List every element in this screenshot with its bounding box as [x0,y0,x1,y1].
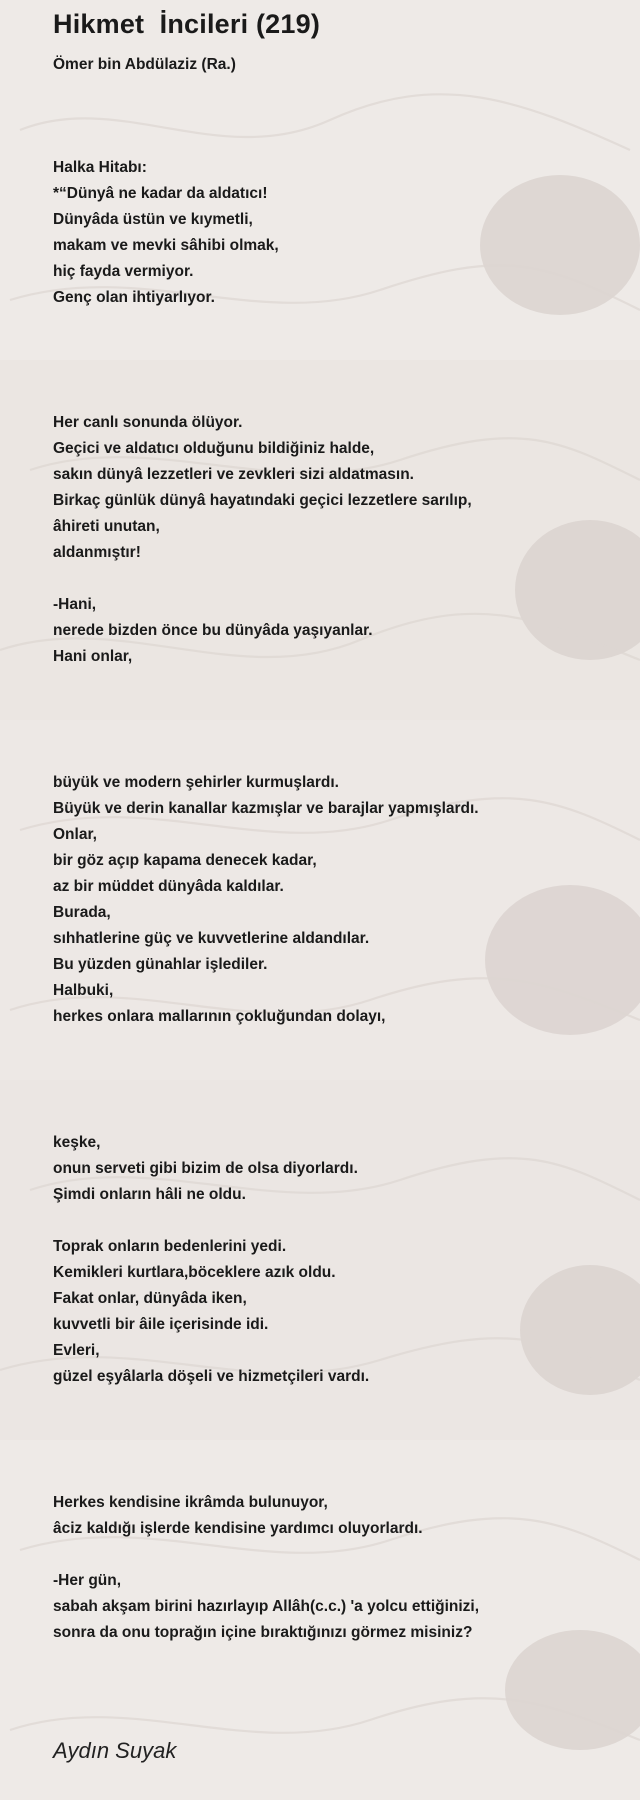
poem-line: Halbuki, [53,982,114,999]
poem-line: sonra da onu toprağın içine bıraktığınızı görmez misiniz? [53,1624,473,1641]
poem-line: -Hani, [53,596,97,613]
poem-line: kuvvetli bir âile içerisinde idi. [53,1316,269,1333]
stanza [53,410,472,670]
stanza [53,1130,369,1390]
poem-line: Onlar, [53,826,97,843]
poem-line [53,566,472,592]
poem-line: âciz kaldığı işlerde kendisine yardımcı oluyorlardı. [53,1520,423,1537]
poem-line: Genç olan ihtiyarlıyor. [53,289,215,306]
poem-line: Kemikleri kurtlara,böceklere azık oldu. [53,1264,336,1281]
poem-line: Toprak onların bedenlerini yedi. [53,1238,287,1255]
poem-line [53,1542,479,1568]
poem-line: nerede bizden önce bu dünyâda yaşıyanlar. [53,622,373,639]
poem-line: bir göz açıp kapama denecek kadar, [53,852,317,869]
poem-line: keşke, [53,1134,101,1151]
poem-line: herkes onlara mallarının çokluğundan dolayı, [53,1008,386,1025]
poem-line: Herkes kendisine ikrâmda bulunuyor, [53,1494,328,1511]
poem-title: Hikmet İncileri (219) [53,9,321,39]
poem-line: makam ve mevki sâhibi olmak, [53,237,279,254]
poem-line: büyük ve modern şehirler kurmuşlardı. [53,774,339,791]
poem-line [53,1208,369,1234]
poem-line: âhireti unutan, [53,518,160,535]
stanza [53,770,479,1030]
poem-line: aldanmıştır! [53,544,141,561]
poem-line: Halka Hitabı: [53,159,147,176]
author-signature: Aydın Suyak [53,1738,177,1763]
poem-line: Her canlı sonunda ölüyor. [53,414,243,431]
poem-line: -Her gün, [53,1572,122,1589]
poem-line: sabah akşam birini hazırlayıp Allâh(c.c.) 'a yolcu ettiğinizi, [53,1598,480,1615]
poem-line: az bir müddet dünyâda kaldılar. [53,878,284,895]
poem-line: Bu yüzden günahlar işlediler. [53,956,268,973]
poem-line: Geçici ve aldatıcı olduğunu bildiğiniz halde, [53,440,375,457]
poem-line: Burada, [53,904,111,921]
poem-line: onun serveti gibi bizim de olsa diyorlardı. [53,1160,358,1177]
poem-line: Fakat onlar, dünyâda iken, [53,1290,247,1307]
poem-line: *“Dünyâ ne kadar da aldatıcı! [53,185,268,202]
poem-line: sıhhatlerine güç ve kuvvetlerine aldandılar. [53,930,370,947]
poem-line: Dünyâda üstün ve kıymetli, [53,211,253,228]
poem-line: hiç fayda vermiyor. [53,263,194,280]
stanza [53,155,279,311]
poem-line: Büyük ve derin kanallar kazmışlar ve barajlar yapmışlardı. [53,800,479,817]
poem-line: Şimdi onların hâli ne oldu. [53,1186,246,1203]
poem-line: Hani onlar, [53,648,133,665]
poem-subtitle: Ömer bin Abdülaziz (Ra.) [53,56,236,73]
stanza [53,1490,479,1646]
poem-line: Evleri, [53,1342,100,1359]
poem-line: sakın dünyâ lezzetleri ve zevkleri sizi aldatmasın. [53,466,414,483]
poem-line: güzel eşyâlarla döşeli ve hizmetçileri vardı. [53,1368,370,1385]
poem-line: Birkaç günlük dünyâ hayatındaki geçici lezzetlere sarılıp, [53,492,472,509]
